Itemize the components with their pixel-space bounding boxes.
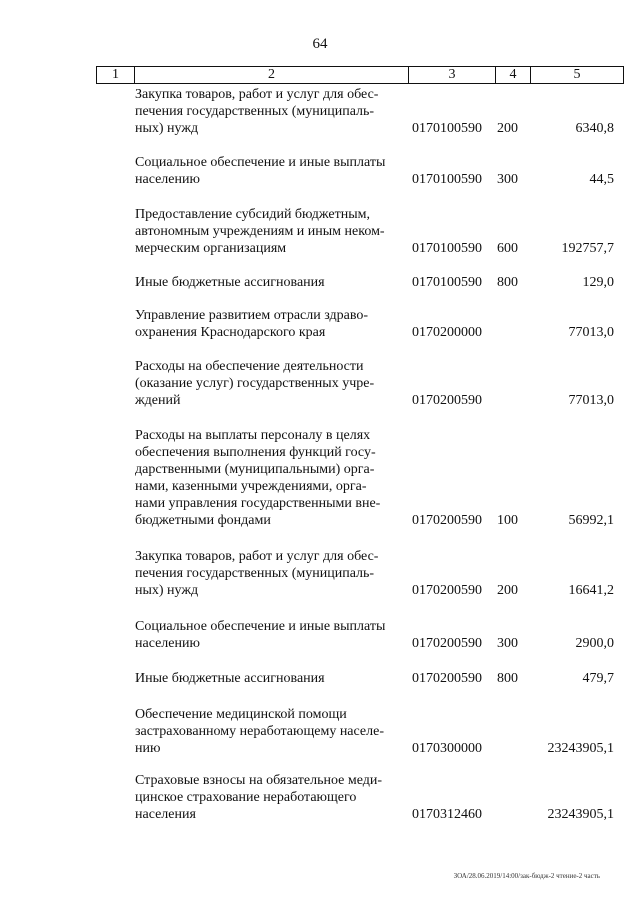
row-name: Социальное обеспечение и иные выплаты населению (135, 619, 386, 651)
page-number: 64 (312, 36, 328, 52)
row-name: Расходы на обеспечение деятельности (оказание услуг) государственных учре- ждений (135, 359, 375, 408)
row-name: Страховые взносы на обязательное меди- цинское страхование неработающего населения (135, 773, 383, 822)
row-code: 0170300000 (412, 741, 482, 756)
row-code: 0170200590 (412, 636, 482, 651)
row-sum: 56992,1 (568, 513, 614, 528)
row-code: 0170100590 (412, 121, 482, 136)
row-name: Социальное обеспечение и иные выплаты населению (135, 155, 386, 187)
table-header (96, 66, 624, 84)
row-sum: 6340,8 (575, 121, 614, 136)
header-col-5: 5 (573, 67, 581, 82)
row-code: 0170200590 (412, 393, 482, 408)
row-name: Управление развитием отрасли здраво- охранения Краснодарского края (135, 308, 369, 340)
row-expense-type: 300 (497, 636, 518, 651)
row-expense-type: 800 (497, 671, 518, 686)
row-sum: 192757,7 (561, 241, 614, 256)
row-name: Закупка товаров, работ и услуг для обес- печения государственных (муниципаль- ных) нужд (135, 549, 379, 598)
row-sum: 16641,2 (568, 583, 614, 598)
row-code: 0170312460 (412, 807, 482, 822)
row-name: Обеспечение медицинской помощи застрахованному неработающему населе- нию (135, 707, 384, 756)
row-expense-type: 600 (497, 241, 518, 256)
row-code: 0170100590 (412, 275, 482, 290)
row-sum: 479,7 (582, 671, 614, 686)
row-expense-type: 200 (497, 121, 518, 136)
header-col-4: 4 (496, 67, 531, 83)
row-code: 0170100590 (412, 172, 482, 187)
row-sum: 129,0 (582, 275, 614, 290)
row-expense-type: 800 (497, 275, 518, 290)
row-expense-type: 100 (497, 513, 518, 528)
row-sum: 23243905,1 (547, 807, 614, 822)
row-sum: 23243905,1 (547, 741, 614, 756)
header-col-1: 1 (97, 67, 135, 83)
header-col-3: 3 (409, 67, 496, 83)
row-name: Предоставление субсидий бюджетным, автономным учреждениям и иным неком- мерческим организациям (135, 207, 385, 256)
row-sum: 44,5 (589, 172, 614, 187)
row-code: 0170200590 (412, 671, 482, 686)
row-sum: 77013,0 (568, 393, 614, 408)
row-name: Иные бюджетные ассигнования (135, 671, 325, 686)
row-code: 0170200590 (412, 513, 482, 528)
header-col-2: 2 (135, 67, 409, 83)
row-name: Закупка товаров, работ и услуг для обес- печения государственных (муниципаль- ных) нужд (135, 87, 379, 136)
row-code: 0170200590 (412, 583, 482, 598)
footer-note: ЗОА/28.06.2019/14:00/зак-бюдж-2 чтение-2 часть (453, 872, 600, 880)
row-expense-type: 300 (497, 172, 518, 187)
row-name: Расходы на выплаты персоналу в целях обеспечения выполнения функций госу- дарственными (муниципальными) орга- нами, казенными учреждениями, орга- нами управления государственными вне- бюджетными фондами (135, 428, 381, 528)
row-name: Иные бюджетные ассигнования (135, 275, 325, 290)
row-sum: 77013,0 (568, 325, 614, 340)
row-expense-type: 200 (497, 583, 518, 598)
row-sum: 2900,0 (575, 636, 614, 651)
row-code: 0170100590 (412, 241, 482, 256)
row-code: 0170200000 (412, 325, 482, 340)
